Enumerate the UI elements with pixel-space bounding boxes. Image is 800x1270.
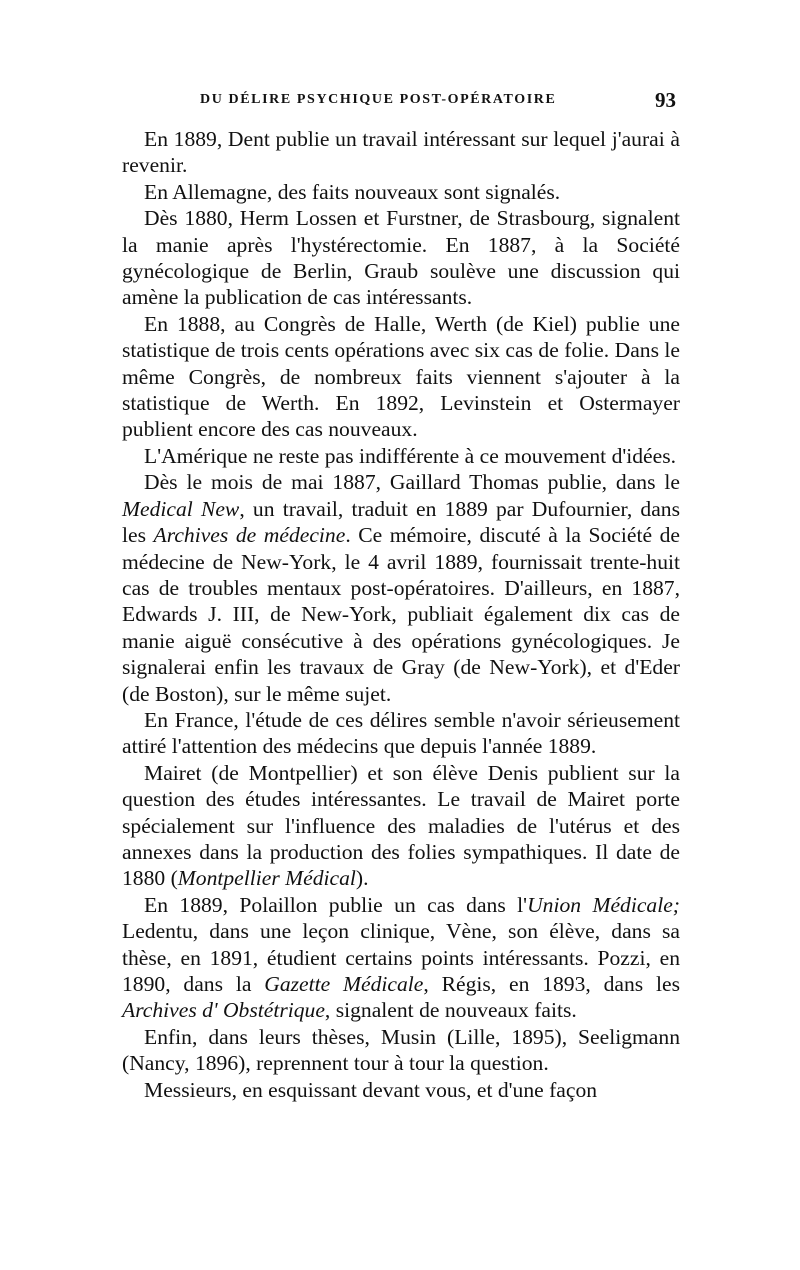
italic-title-text: Union Médicale; (527, 892, 680, 917)
paragraph-text: , signalent de nouveaux faits. (324, 998, 577, 1023)
paragraph (122, 443, 680, 469)
italic-title-text: Archives d' Obstétrique (122, 998, 325, 1023)
paragraph (122, 126, 680, 179)
paragraph-text: Dès le mois de mai 1887, Gaillard Thomas publie, dans le (144, 470, 680, 495)
paragraph-text: En Allemagne, des faits nouveaux sont signalés. (144, 179, 561, 204)
paragraph (122, 1024, 680, 1077)
italic-title-text: Montpellier Médical (177, 866, 356, 891)
paragraph (122, 760, 680, 892)
paragraph-text: , un travail, traduit en 1889 par Dufournier, dans les (122, 496, 680, 548)
paragraph-text: Mairet (de Montpellier) et son élève Denis publient sur la question des études intéressantes. Le travail de Mairet porte spécialement sur l'influence des maladies de l'utérus et des annexes dans la production des folies sympathiques. Il date de 1880 ( (122, 760, 680, 891)
paragraph (122, 469, 680, 707)
paragraph (122, 892, 680, 1024)
paragraph-text: Messieurs, en esquissant devant vous, et d'une façon (144, 1077, 598, 1102)
page-number: 93 (655, 88, 676, 112)
paragraph-text: . Ce mémoire, discuté à la Société de médecine de New-York, le 4 avril 1889, fournissait trente-huit cas de troubles mentaux post-opératoires. D'ailleurs, en 1887, Edwards J. III, de New-York, publiait également dix cas de manie aiguë consécutive à des opérations gynécologiques. Je signalerai enfin les travaux de Gray (de New-York), et d'Eder (de Boston), sur le même sujet. (122, 523, 680, 706)
italic-title-text: Gazette Médicale (264, 972, 424, 996)
paragraph-text: En 1888, au Congrès de Halle, Werth (de Kiel) publie une statistique de trois cents opérations avec six cas de folie. Dans le même Congrès, de nombreux faits viennent s'ajouter à la statistique de Werth. En 1892, Levinstein et Ostermayer publient encore des cas nouveaux. (122, 311, 680, 442)
paragraph-text: Enfin, dans leurs thèses, Musin (Lille, 1895), Seeligmann (Nancy, 1896), reprennent tour à tour la question. (122, 1024, 680, 1076)
italic-title-text: Archives de médecine (153, 523, 346, 548)
italic-title-text: Medical New (122, 496, 240, 521)
paragraph-text: , Régis, en 1893, dans les (423, 972, 680, 996)
paragraph-text: En 1889, Polaillon publie un cas dans l' (144, 892, 528, 917)
paragraph (122, 311, 680, 443)
paragraph-text: Ledentu, dans une leçon clinique, Vène, son élève, dans sa thèse, en 1891, étudient certains points intéressants. Pozzi, en 1890, dans la (122, 919, 680, 996)
paragraph-text: Dès 1880, Herm Lossen et Furstner, de Strasbourg, signalent la manie après l'hystérectomie. En 1887, à la Société gynécologique de Berlin, Graub soulève une discussion qui amène la publication de cas intéressants. (122, 206, 680, 310)
paragraph (122, 1077, 680, 1103)
paragraph-text: ). (355, 866, 369, 891)
paragraph-text: En 1889, Dent publie un travail intéressant sur lequel j'aurai à revenir. (122, 127, 680, 178)
paragraph (122, 179, 680, 205)
book-page (122, 88, 680, 1258)
body-text (122, 126, 680, 1103)
paragraph-text: En France, l'étude de ces délires semble n'avoir sérieusement attiré l'attention des médecins que depuis l'année 1889. (122, 707, 680, 759)
running-title: DU DÉLIRE PSYCHIQUE POST-OPÉRATOIRE (200, 92, 557, 107)
paragraph (122, 707, 680, 760)
running-head (122, 88, 680, 118)
paragraph (122, 205, 680, 311)
paragraph-text: L'Amérique ne reste pas indifférente à ce mouvement d'idées. (144, 443, 677, 468)
